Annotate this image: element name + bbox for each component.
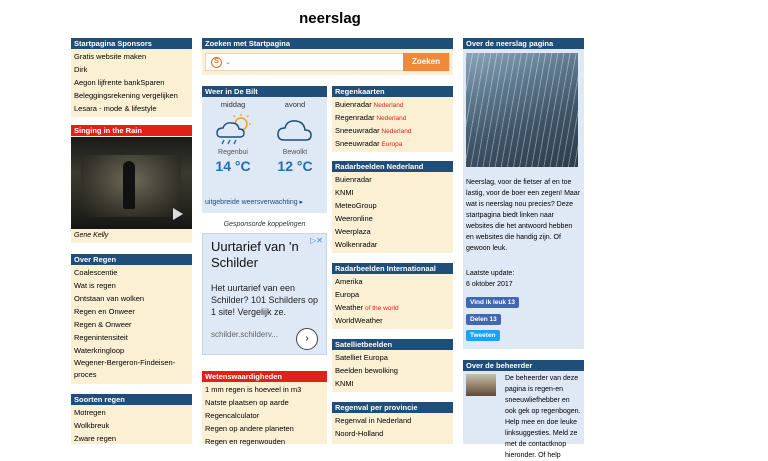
over-regen-link[interactable]: Regen en Onweer [74,307,135,316]
over-regen-link[interactable]: Ontstaan van wolken [74,294,145,303]
sponsors-list [71,49,192,117]
weather-desc: Bewolkt [282,149,308,156]
ad-box[interactable] [202,233,327,355]
update-date: 6 oktober 2017 [466,281,513,288]
radar-int-link-tag: of the world [363,305,399,312]
tweet-button[interactable]: Tweeten [466,330,500,341]
facebook-share-button[interactable]: Delen 13 [466,314,501,325]
update-label: Laatste update: [466,270,515,277]
radar-int-link[interactable] [335,288,450,301]
video-figure [123,161,135,209]
radar-int-list [332,274,453,329]
weather-temp: 12 °C [277,158,313,174]
weather-more-link[interactable]: uitgebreide weersverwachting ▸ [205,199,304,206]
play-icon[interactable] [173,208,183,220]
over-regen-link[interactable]: Waterkringloop [74,346,125,355]
satelliet-link[interactable]: Beelden bewolking [335,366,398,375]
over-regen-link[interactable]: Coalescentie [74,268,118,277]
wetens-link[interactable]: Regencalculator [205,411,260,420]
sponsors-box [71,38,192,117]
ad-title[interactable]: Uurtarief van 'n Schilder [211,239,299,270]
over-regen-header: Over Regen [71,254,192,265]
weather-desc: Regenbui [218,149,248,156]
radar-int-link[interactable] [335,275,450,288]
update-info [466,268,514,290]
over-neerslag-box [463,38,584,349]
regenkaarten-box [332,86,453,152]
beheerder-box [463,360,584,459]
soorten-box [71,394,192,444]
radar-int-link[interactable] [335,301,450,314]
wetens-header: Wetenswaardigheden [202,371,327,382]
satelliet-header: Satellietbeelden [332,339,453,350]
regenval-link[interactable]: Regenval in Nederland [335,416,412,425]
beheerder-header: Over de beheerder [463,360,584,371]
radar-int-link-label[interactable]: WorldWeather [335,316,383,325]
search-bar [205,53,450,71]
weather-box [202,86,327,213]
soorten-list [71,405,192,447]
radar-nl-link[interactable]: Weerplaza [335,227,371,236]
ad-close-icon[interactable]: ▷✕ [310,236,323,245]
wetens-list [202,382,327,450]
regenkaart-link-label[interactable]: Regenradar [335,113,375,122]
ad-body: Het uurtarief van een Schilder? 101 Schilders op 1 site! Vergelijk ze. [211,283,319,317]
radar-nl-link[interactable]: Weeronline [335,214,373,223]
radar-int-link[interactable] [335,314,450,327]
cloud-icon [275,113,315,147]
regenkaart-link-tag: Europa [379,141,403,148]
weather-temp: 14 °C [215,158,251,174]
over-regen-link[interactable]: Wat is regen [74,281,116,290]
regenkaart-link-label[interactable]: Sneeuwradar [335,126,380,135]
weather-col-afternoon [202,100,264,174]
sponsor-link[interactable]: Gratis website maken [74,52,147,61]
regenkaart-link-tag: Nederland [379,128,412,135]
ad-url[interactable]: schilder.schilderv... [211,330,278,339]
over-regen-list [71,265,192,383]
over-neerslag-header: Over de neerslag pagina [463,38,584,49]
weather-period-label: middag [220,100,246,109]
sponsor-link[interactable]: Aegon lijfrente bankSparen [74,78,165,87]
sponsor-link[interactable]: Beleggingsrekening vergelijken [74,91,178,100]
video-caption: Gene Kelly [74,232,109,239]
regenkaart-link-label[interactable]: Sneeuwradar [335,139,380,148]
weather-col-evening [264,100,326,174]
beheerder-photo [466,374,496,396]
regenval-list [332,413,453,442]
radar-nl-list [332,172,453,253]
beheerder-text: De beheerder van deze pagina is regen-en sneeuwliefhebber en ook gek op regenbogen. Help mee en doe leuke linksuggesties. Meld ze met de contactknop hieronder. Of help [505,375,581,459]
startpagina-logo-icon[interactable]: S [211,57,222,68]
wetens-link[interactable]: Regen op andere planeten [205,424,294,433]
sponsor-link[interactable]: Lesara - mode & lifestyle [74,104,157,113]
search-header: Zoeken met Startpagina [202,38,453,49]
radar-int-header: Radarbeelden Internationaal [332,263,453,274]
wetens-box [202,371,327,444]
soorten-link[interactable]: Zware regen [74,434,117,443]
radar-nl-link[interactable]: Wolkenradar [335,240,378,249]
satelliet-link[interactable]: KNMI [335,379,354,388]
sponsors-header: Startpagina Sponsors [71,38,192,49]
regenkaart-link-label[interactable]: Buienradar [335,100,372,109]
radar-nl-header: Radarbeelden Nederland [332,161,453,172]
radar-int-box [332,263,453,329]
regenkaart-link[interactable] [335,111,450,124]
wetens-link[interactable]: Regen en regenwouden [205,437,286,446]
video-player[interactable] [71,137,192,229]
regenkaart-link-tag: Nederland [374,115,407,122]
wetens-link[interactable]: Natste plaatsen op aarde [205,398,289,407]
regenkaarten-list [332,97,453,152]
radar-int-link-label[interactable]: Amerika [335,277,363,286]
over-regen-link[interactable]: Regen & Onweer [74,320,132,329]
radar-nl-link[interactable]: MeteoGroup [335,201,377,210]
search-input[interactable] [238,56,398,68]
sponsor-link[interactable]: Dirk [74,65,88,74]
satelliet-link[interactable]: Satelliet Europa [335,353,388,362]
chevron-right-icon[interactable]: › [296,328,318,350]
page-title: neerslag [299,10,361,27]
soorten-link[interactable]: Wolkbreuk [74,421,110,430]
rain-sun-icon [213,113,253,147]
radar-int-link-label[interactable]: Weather [335,303,364,312]
regenkaart-link[interactable] [335,98,450,111]
facebook-like-button[interactable]: Vind ik leuk 13 [466,297,519,308]
wetens-link[interactable]: 1 mm regen is hoeveel in m3 [205,385,302,394]
regenval-header: Regenval per provincie [332,402,453,413]
soorten-header: Soorten regen [71,394,192,405]
over-regen-link[interactable]: Wegener-Bergeron-Findeisen-proces [74,358,176,379]
regenkaart-link-tag: Nederland [371,102,404,109]
radar-nl-link[interactable]: KNMI [335,188,354,197]
satelliet-box [332,339,453,392]
over-regen-box [71,254,192,384]
sponsored-label: Gesponsorde koppelingen [223,221,306,228]
rain-photo [466,53,578,167]
satelliet-list [332,350,453,392]
chevron-down-icon[interactable]: ⌄ [225,59,231,66]
video-box [71,125,192,243]
regenval-link[interactable]: Noord-Holland [335,429,384,438]
search-box [202,38,453,75]
weather-period-label: avond [284,100,306,109]
weather-header: Weer in De Bilt [202,86,327,97]
video-header: Singing in the Rain [71,125,192,136]
regenkaart-link[interactable] [335,124,450,137]
radar-nl-link[interactable]: Buienradar [335,175,372,184]
soorten-link[interactable]: Motregen [74,408,106,417]
radar-int-link-label[interactable]: Europa [335,290,360,299]
radar-nl-box [332,161,453,253]
search-button[interactable]: Zoeken [403,53,449,71]
over-regen-link[interactable]: Regenintensiteit [74,333,128,342]
regenval-box [332,402,453,444]
regenkaarten-header: Regenkaarten [332,86,453,97]
regenkaart-link[interactable] [335,137,450,150]
over-neerslag-text: Neerslag, voor de fietser af en toe lastig, voor de boer een zegen! Maar wat is neerslag nou precies? Deze startpagina biedt linken naar websites die het antwoord hebben en websites die handig zijn. Of gewoon leuk. [466,179,581,252]
